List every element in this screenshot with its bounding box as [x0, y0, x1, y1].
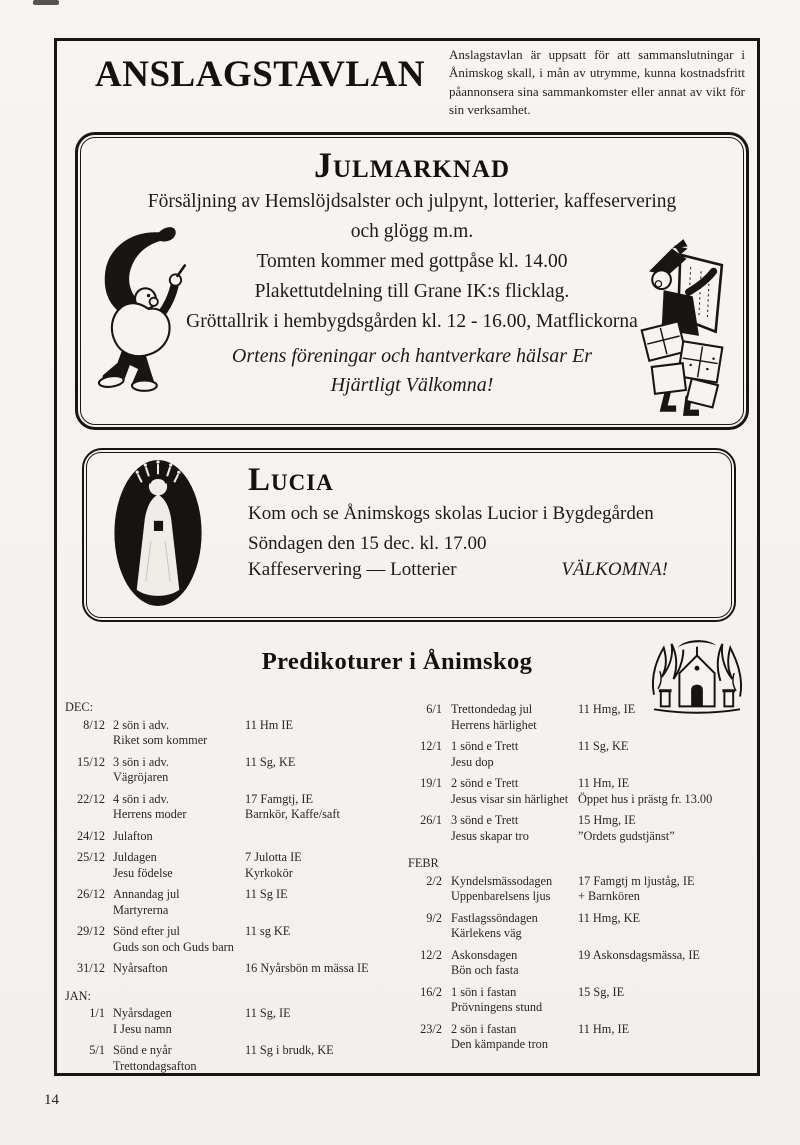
schedule-event: 2 sön i adv. Riket som kommer: [113, 717, 208, 747]
schedule-event: Julafton: [113, 828, 153, 843]
schedule-row: [65, 961, 401, 977]
schedule-date: 16/2: [420, 984, 442, 999]
schedule-date: 15/12: [76, 754, 105, 769]
schedule-event: Sönd e nyår Trettondagsafton: [113, 1043, 197, 1073]
schedule-row: [65, 924, 401, 955]
schedule-service: 7 Julotta IE Kyrkokör: [245, 850, 302, 880]
schedule-service: [245, 829, 401, 845]
schedule-date: 31/12: [76, 961, 105, 975]
gift-carrier-illustration: [626, 236, 746, 418]
schedule-row: [408, 948, 750, 979]
schedule-service: 11 Sg i brudk, KE: [245, 1043, 334, 1057]
schedule-service: 19 Askonsdagsmässa, IE: [578, 947, 700, 962]
schedule-event: 3 sön i adv. Vägröjaren: [113, 754, 169, 784]
schedule-event: Annandag jul Martyrerna: [113, 887, 180, 917]
julmarknad-closing-line: Ortens föreningar och hantverkare hälsar Er: [231, 345, 593, 368]
schedule-event: 2 sön i fastan Den kämpande tron: [451, 1021, 548, 1051]
schedule-title: Predikoturer i Ånimskog: [261, 648, 533, 675]
julmarknad-title: Julmarknad: [313, 145, 511, 185]
schedule-row: [408, 813, 750, 844]
schedule-service: 11 Hm IE: [245, 717, 294, 732]
schedule-date: 29/12: [76, 924, 105, 938]
schedule-event: 2 sönd e Trett Jesus visar sin härlighet: [451, 776, 569, 806]
schedule-service: 11 sg KE: [245, 924, 291, 938]
schedule-service: 11 Hm, IE: [578, 1021, 630, 1036]
schedule-date: 5/1: [89, 1043, 105, 1057]
schedule-column-right: [408, 702, 750, 1059]
lucia-footer: [248, 559, 668, 581]
schedule-service: 11 Hm, IE Öppet hus i prästg fr. 13.00: [578, 776, 713, 806]
schedule-month-header: DEC:: [65, 700, 94, 714]
gnome-illustration: [76, 220, 190, 396]
schedule-event: Juldagen Jesu födelse: [113, 850, 173, 880]
julmarknad-line: och glögg m.m.: [350, 221, 474, 243]
schedule-date: 26/12: [76, 887, 105, 901]
schedule-row: [408, 985, 750, 1016]
schedule-date: 9/2: [426, 910, 442, 925]
schedule-service: 17 Famgtj, IE Barnkör, Kaffe/saft: [245, 791, 340, 821]
schedule-date: 12/1: [420, 739, 442, 753]
page-title: ANSLAGSTAVLAN: [95, 54, 425, 95]
schedule-date: 6/1: [426, 702, 442, 716]
lucia-illustration: [112, 458, 204, 608]
schedule-column-left: [65, 700, 401, 1080]
schedule-row: [408, 1022, 750, 1053]
schedule-date: 8/12: [83, 717, 105, 732]
schedule-month-header: JAN:: [65, 988, 91, 1003]
schedule-event: Kyndelsmässodagen Uppenbarelsens ljus: [451, 873, 553, 903]
julmarknad-closing-line: Hjärtligt Välkomna!: [330, 374, 494, 397]
schedule-service: 15 Sg, IE: [578, 984, 625, 999]
julmarknad-line: Tomten kommer med gottpåse kl. 14.00: [256, 251, 568, 273]
schedule-date: 1/1: [89, 1006, 105, 1020]
schedule-row: [65, 792, 401, 823]
schedule-date: 22/12: [76, 791, 105, 806]
julmarknad-line: Försäljning av Hemslöjdsalster och julpynt, lotterier, kaffeservering: [147, 191, 677, 213]
lucia-content: [248, 462, 668, 581]
schedule-service: 11 Sg, IE: [245, 1006, 291, 1020]
schedule-date: 23/2: [420, 1021, 442, 1036]
schedule-service: 11 Hmg, IE: [578, 702, 636, 716]
scan-artifact: [33, 0, 59, 5]
schedule-service: 11 Hmg, KE: [578, 910, 641, 925]
schedule-event: Nyårsafton: [113, 961, 168, 975]
lucia-title: Lucia: [248, 462, 334, 498]
schedule-event: Askonsdagen Bön och fasta: [451, 947, 519, 977]
schedule-date: 24/12: [76, 828, 105, 843]
schedule-row: [65, 718, 401, 749]
schedule-event: 4 sön i adv. Herrens moder: [113, 791, 187, 821]
lucia-footer-left: Kaffeservering — Lotterier: [248, 559, 457, 581]
schedule-event: 1 sön i fastan Prövningens stund: [451, 984, 543, 1014]
schedule-service: 17 Famgtj m ljuståg, IE + Barnkören: [578, 873, 695, 903]
julmarknad-line: Gröttallrik i hembygdsgården kl. 12 - 16.00, Matflickorna: [186, 311, 638, 333]
schedule-row: [408, 911, 750, 942]
schedule-event: 3 sönd e Trett Jesus skapar tro: [451, 813, 529, 843]
schedule-date: 26/1: [420, 813, 442, 827]
schedule-event: 1 sönd e Trett Jesu dop: [451, 739, 519, 769]
schedule-service: 16 Nyårsbön m mässa IE: [245, 961, 369, 975]
schedule-row: [65, 829, 401, 845]
schedule-row: [408, 776, 750, 807]
schedule-event: Fastlagssöndagen Kärlekens väg: [451, 910, 538, 940]
schedule-event: Trettondedag jul Herrens härlighet: [451, 702, 537, 732]
schedule-date: 2/2: [426, 873, 442, 888]
schedule-event: Nyårsdagen I Jesu namn: [113, 1006, 172, 1036]
schedule-row: [65, 850, 401, 881]
schedule-service: 11 Sg, KE: [578, 739, 629, 753]
schedule-date: 12/2: [420, 947, 442, 962]
lucia-line: Kom och se Ånimskogs skolas Lucior i Bygdegården: [248, 503, 654, 525]
page-number: 14: [44, 1092, 59, 1108]
schedule-service: 11 Sg, KE: [245, 754, 296, 769]
header-description: Anslagstavlan är uppsatt för att sammanslutningar i Ånimskog skall, i mån av utrymme, kunna kostnadsfritt påannonsera sina sammankomster eller annat av vikt för sin verksamhet.: [449, 47, 745, 118]
lucia-footer-welcome: VÄLKOMNA!: [561, 559, 668, 581]
schedule-service: 15 Hmg, IE ”Ordets gudstjänst”: [578, 813, 675, 843]
schedule-row: [65, 887, 401, 918]
schedule-date: 19/1: [420, 776, 442, 790]
schedule-date: 25/12: [76, 850, 105, 864]
schedule-service: 11 Sg IE: [245, 887, 288, 901]
julmarknad-line: Plakettutdelning till Grane IK:s flicklag.: [254, 281, 570, 303]
schedule-month-header: FEBR: [408, 856, 439, 870]
schedule-row: [65, 755, 401, 786]
schedule-row: [408, 702, 750, 733]
schedule-row: [65, 1006, 401, 1037]
lucia-line: Söndagen den 15 dec. kl. 17.00: [248, 532, 487, 554]
schedule-row: [408, 739, 750, 770]
schedule-event: Sönd efter jul Guds son och Guds barn: [113, 924, 234, 954]
schedule-row: [65, 1043, 401, 1074]
schedule-row: [408, 874, 750, 905]
